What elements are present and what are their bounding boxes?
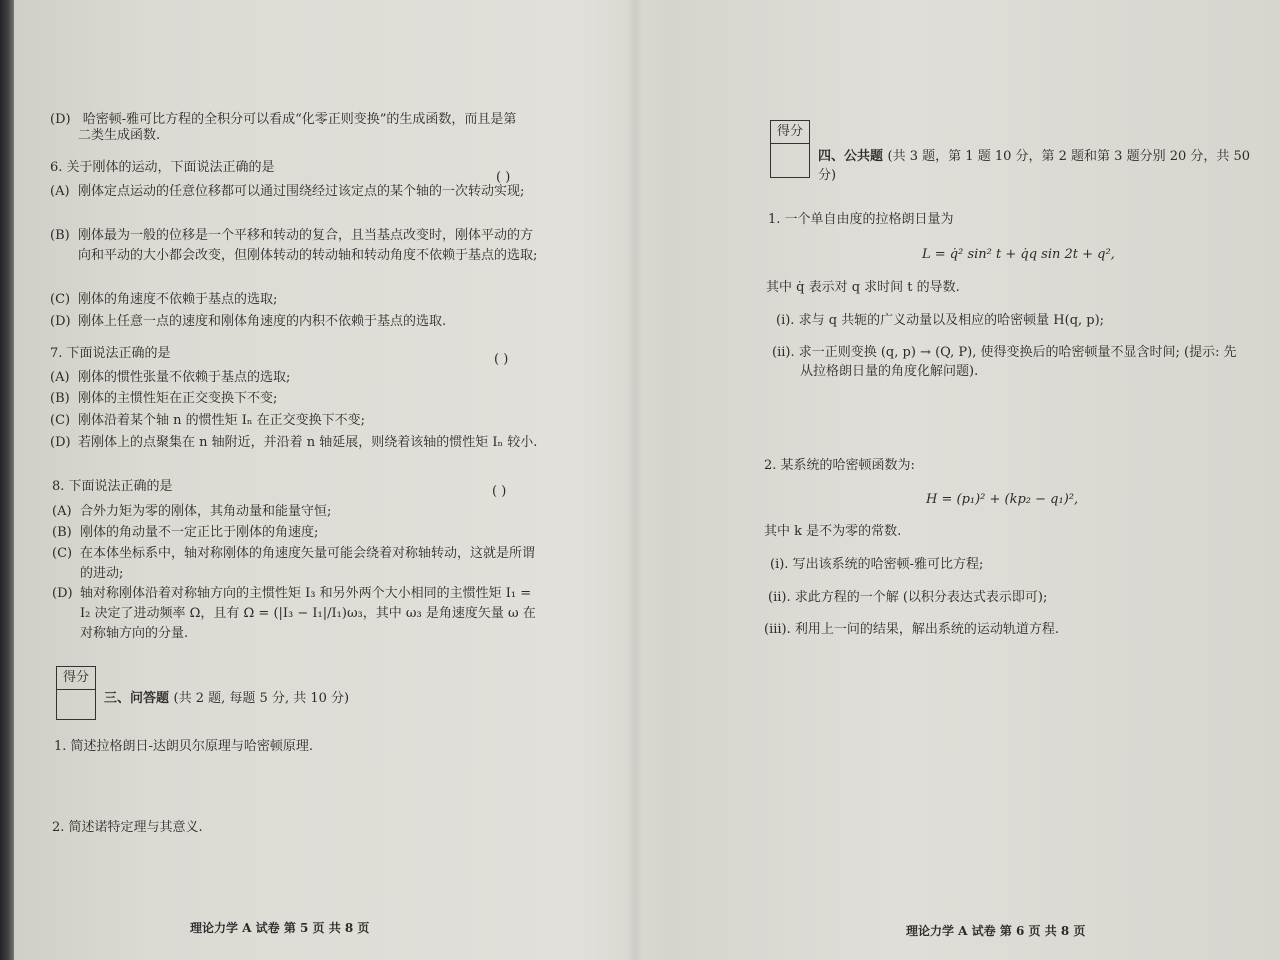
question-8-option-d bbox=[52, 584, 542, 644]
option-text: 在本体坐标系中，轴对称刚体的角速度矢量可能会绕着对称轴转动，这就是所谓的进动; bbox=[80, 546, 536, 581]
section-title: 四、公共题 bbox=[818, 149, 884, 164]
problem-2-part-ii: (ii). 求此方程的一个解 (以积分表达式表示即可); bbox=[768, 590, 1048, 605]
score-box-label: 得分 bbox=[57, 667, 95, 690]
right-page bbox=[760, 0, 1260, 960]
question-6-stem: 6. 关于刚体的运动，下面说法正确的是 bbox=[50, 160, 275, 175]
lagrangian-formula: L = q̇² sin² t + q̇q sin 2t + q², bbox=[922, 247, 1115, 262]
option-label: (D) bbox=[52, 586, 73, 601]
option-label: (A) bbox=[52, 504, 72, 519]
hamiltonian-formula: H = (p₁)² + (kp₂ − q₁)², bbox=[926, 492, 1079, 507]
option-text: 若刚体上的点聚集在 n 轴附近，并沿着 n 轴延展，则绕着该轴的惯性矩 Iₙ 较小. bbox=[78, 435, 538, 450]
problem-1-part-i: (i). 求与 q 共轭的广义动量以及相应的哈密顿量 H(q, p); bbox=[776, 313, 1105, 328]
page-footer: 理论力学 A 试卷 第 6 页 共 8 页 bbox=[906, 924, 1086, 938]
option-text: 哈密顿-雅可比方程的全积分可以看成“化零正则变换”的生成函数，而且是第 bbox=[82, 112, 517, 127]
problem-2-intro: 2. 某系统的哈密顿函数为: bbox=[764, 458, 915, 473]
option-text: 刚体的角动量不一定正比于刚体的角速度; bbox=[80, 525, 319, 540]
option-label: (C) bbox=[50, 413, 71, 428]
option-d-carryover bbox=[50, 112, 516, 128]
problem-1-part-ii-cont: 从拉格朗日量的角度化解问题). bbox=[800, 364, 979, 379]
option-text: 刚体的主惯性矩在正交变换下不变; bbox=[78, 391, 278, 406]
option-label: (C) bbox=[50, 292, 71, 307]
option-text: 轴对称刚体沿着对称轴方向的主惯性矩 I₃ 和另外两个大小相同的主惯性矩 I₁ = I₂ 决定了进动频率 Ω，且有 Ω = (|I₃ − I₁|/I₁)ω₃，其中 ω₃ 是角速度矢量 ω 在对称轴方向的分量. bbox=[80, 586, 536, 641]
question-6-option-b bbox=[50, 226, 540, 266]
page-fold bbox=[627, 0, 643, 960]
question-8-answer-blank: ( ) bbox=[492, 484, 507, 499]
problem-2-part-i: (i). 写出该系统的哈密顿-雅可比方程; bbox=[770, 557, 984, 572]
option-text: 合外力矩为零的刚体，其角动量和能量守恒; bbox=[80, 504, 332, 519]
option-label: (D) bbox=[50, 112, 71, 127]
page-footer: 理论力学 A 试卷 第 5 页 共 8 页 bbox=[190, 921, 370, 935]
question-8-stem: 8. 下面说法正确的是 bbox=[52, 479, 173, 494]
option-d-carryover-line2: 二类生成函数. bbox=[78, 128, 161, 143]
option-label: (B) bbox=[50, 228, 70, 243]
question-8-option-c bbox=[52, 544, 542, 584]
option-text: 刚体的角速度不依赖于基点的选取; bbox=[78, 292, 278, 307]
binding-edge bbox=[0, 0, 14, 960]
question-7-answer-blank: ( ) bbox=[494, 352, 509, 367]
question-8-option-a bbox=[52, 502, 542, 522]
option-label: (B) bbox=[50, 391, 70, 406]
option-text: 刚体最为一般的位移是一个平移和转动的复合，且当基点改变时，刚体平动的方向和平动的大小都会改变，但刚体转动的转动轴和转动角度不依赖于基点的选取; bbox=[78, 228, 538, 263]
question-7-stem: 7. 下面说法正确的是 bbox=[50, 346, 171, 361]
section-4-heading bbox=[818, 145, 1260, 183]
option-text: 刚体的惯性张量不依赖于基点的选取; bbox=[78, 370, 291, 385]
question-6-option-c bbox=[50, 290, 540, 310]
section-3-heading bbox=[104, 687, 349, 706]
question-6-option-a bbox=[50, 182, 540, 202]
section-title: 三、问答题 bbox=[104, 691, 170, 706]
option-text: 刚体定点运动的任意位移都可以通过围绕经过该定点的某个轴的一次转动实现; bbox=[78, 184, 525, 199]
left-page bbox=[50, 0, 610, 960]
option-label: (D) bbox=[50, 314, 71, 329]
question-7-option-b bbox=[50, 389, 540, 409]
section-info: (共 2 题, 每题 5 分, 共 10 分) bbox=[173, 691, 350, 706]
problem-2-part-iii: (iii). 利用上一问的结果，解出系统的运动轨道方程. bbox=[764, 622, 1060, 637]
qa-question-1: 1. 简述拉格朗日-达朗贝尔原理与哈密顿原理. bbox=[54, 739, 314, 754]
problem-1-part-ii: (ii). 求一正则变换 (q, p) → (Q, P), 使得变换后的哈密顿量不显含时间; (提示: 先 bbox=[772, 345, 1237, 360]
question-6-answer-blank: ( ) bbox=[496, 170, 511, 185]
option-label: (A) bbox=[50, 370, 70, 385]
question-7-option-c bbox=[50, 411, 540, 431]
question-7-option-d bbox=[50, 433, 540, 453]
option-label: (C) bbox=[52, 546, 73, 561]
question-7-option-a bbox=[50, 368, 540, 388]
score-box bbox=[56, 666, 96, 720]
option-label: (A) bbox=[50, 184, 70, 199]
score-box bbox=[770, 120, 810, 178]
problem-1-note: 其中 q̇ 表示对 q 求时间 t 的导数. bbox=[766, 280, 960, 295]
qa-question-2: 2. 简述诺特定理与其意义. bbox=[52, 820, 203, 835]
option-label: (D) bbox=[50, 435, 71, 450]
section-info: (共 3 题，第 1 题 10 分，第 2 题和第 3 题分别 20 分，共 50 分) bbox=[818, 149, 1251, 183]
question-8-option-b bbox=[52, 523, 542, 543]
problem-1-intro: 1. 一个单自由度的拉格朗日量为 bbox=[768, 212, 954, 227]
option-text: 刚体沿着某个轴 n 的惯性矩 Iₙ 在正交变换下不变; bbox=[78, 413, 366, 428]
score-box-label: 得分 bbox=[771, 121, 809, 144]
problem-2-note: 其中 k 是不为零的常数. bbox=[764, 524, 902, 539]
option-text: 刚体上任意一点的速度和刚体角速度的内积不依赖于基点的选取. bbox=[78, 314, 447, 329]
option-label: (B) bbox=[52, 525, 72, 540]
question-6-option-d bbox=[50, 312, 540, 332]
